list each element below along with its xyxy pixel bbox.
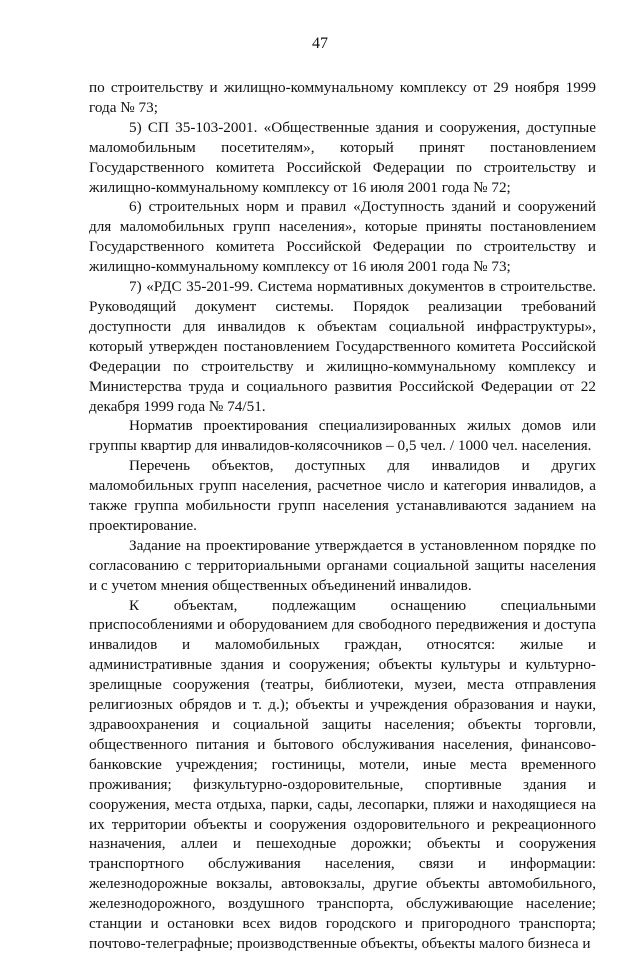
paragraph-objects: К объектам, подлежащим оснащению специальными приспособлениями и оборудованием для свободного передвижения и доступа инвалидов и маломобильных граждан, относятся: жилые и административные здания и сооружения; объекты культуры и культурно-зрелищные сооружения (театры, библиотеки, музеи, места отправления религиозных обрядов и т. д.); объекты и учреждения образования и науки, здравоохранения и социальной защиты населения; объекты торговли, общественного питания и бытового обслуживания населения, финансово-банковские учреждения; гостиницы, мотели, иные места временного проживания; физкультурно-оздоровительные, спортивные здания и сооружения, места отдыха, парки, сады, лесопарки, пляжи и находящиеся на их территории объекты и сооружения оздоровительного и рекреационного назначения, аллеи и пешеходные дорожки; объекты и сооружения транспортного обслуживания населения, связи и информации: железнодорожные вокзалы, автовокзалы, другие объекты автомобильного, железнодорожного, воздушного транспорта, обслуживающие население; станции и остановки всех видов городского и пригородного транспорта; почтово-телеграфные; производственные объекты, объекты малого бизнеса и	[89, 596, 596, 952]
body-text	[89, 78, 596, 954]
paragraph-continuation: по строительству и жилищно-коммунальному комплексу от 29 ноября 1999 года № 73;	[89, 79, 596, 116]
paragraph-item-7: 7) «РДС 35-201-99. Система нормативных документов в строительстве. Руководящий документ системы. Порядок реализации требований доступности для инвалидов к объектам социальной инфраструктуры», который утвержден постановлением Государственного комитета Российской Федерации по строительству и жилищно-коммунальному комплексу и Министерства труда и социального развития Российской Федерации от 22 декабря 1999 года № 74/51.	[89, 278, 596, 415]
paragraph-object-list: Перечень объектов, доступных для инвалидов и других маломобильных групп населения, расчетное число и категория инвалидов, а также группа мобильности групп населения устанавливаются заданием на проектирование.	[89, 457, 596, 534]
page-number: 47	[312, 35, 328, 52]
paragraph-item-6: 6) строительных норм и правил «Доступность зданий и сооружений для маломобильных групп населения», которые приняты постановлением Государственного комитета Российской Федерации по строительству и жилищно-коммунальному комплексу от 16 июля 2001 года № 73;	[89, 198, 596, 276]
paragraph-norm: Норматив проектирования специализированных жилых домов или группы квартир для инвалидов-колясочников – 0,5 чел. / 1000 чел. населения.	[89, 417, 596, 455]
paragraph-design-task: Задание на проектирование утверждается в установленном порядке по согласованию с территориальными органами социальной защиты населения и с учетом мнения общественных объединений инвалидов.	[89, 536, 596, 594]
paragraph-item-5: 5) СП 35-103-2001. «Общественные здания и сооружения, доступные маломобильным посетителям», который принят постановлением Государственного комитета Российской Федерации по строительству и жилищно-коммунальному комплексу от 16 июля 2001 года № 72;	[89, 118, 596, 196]
